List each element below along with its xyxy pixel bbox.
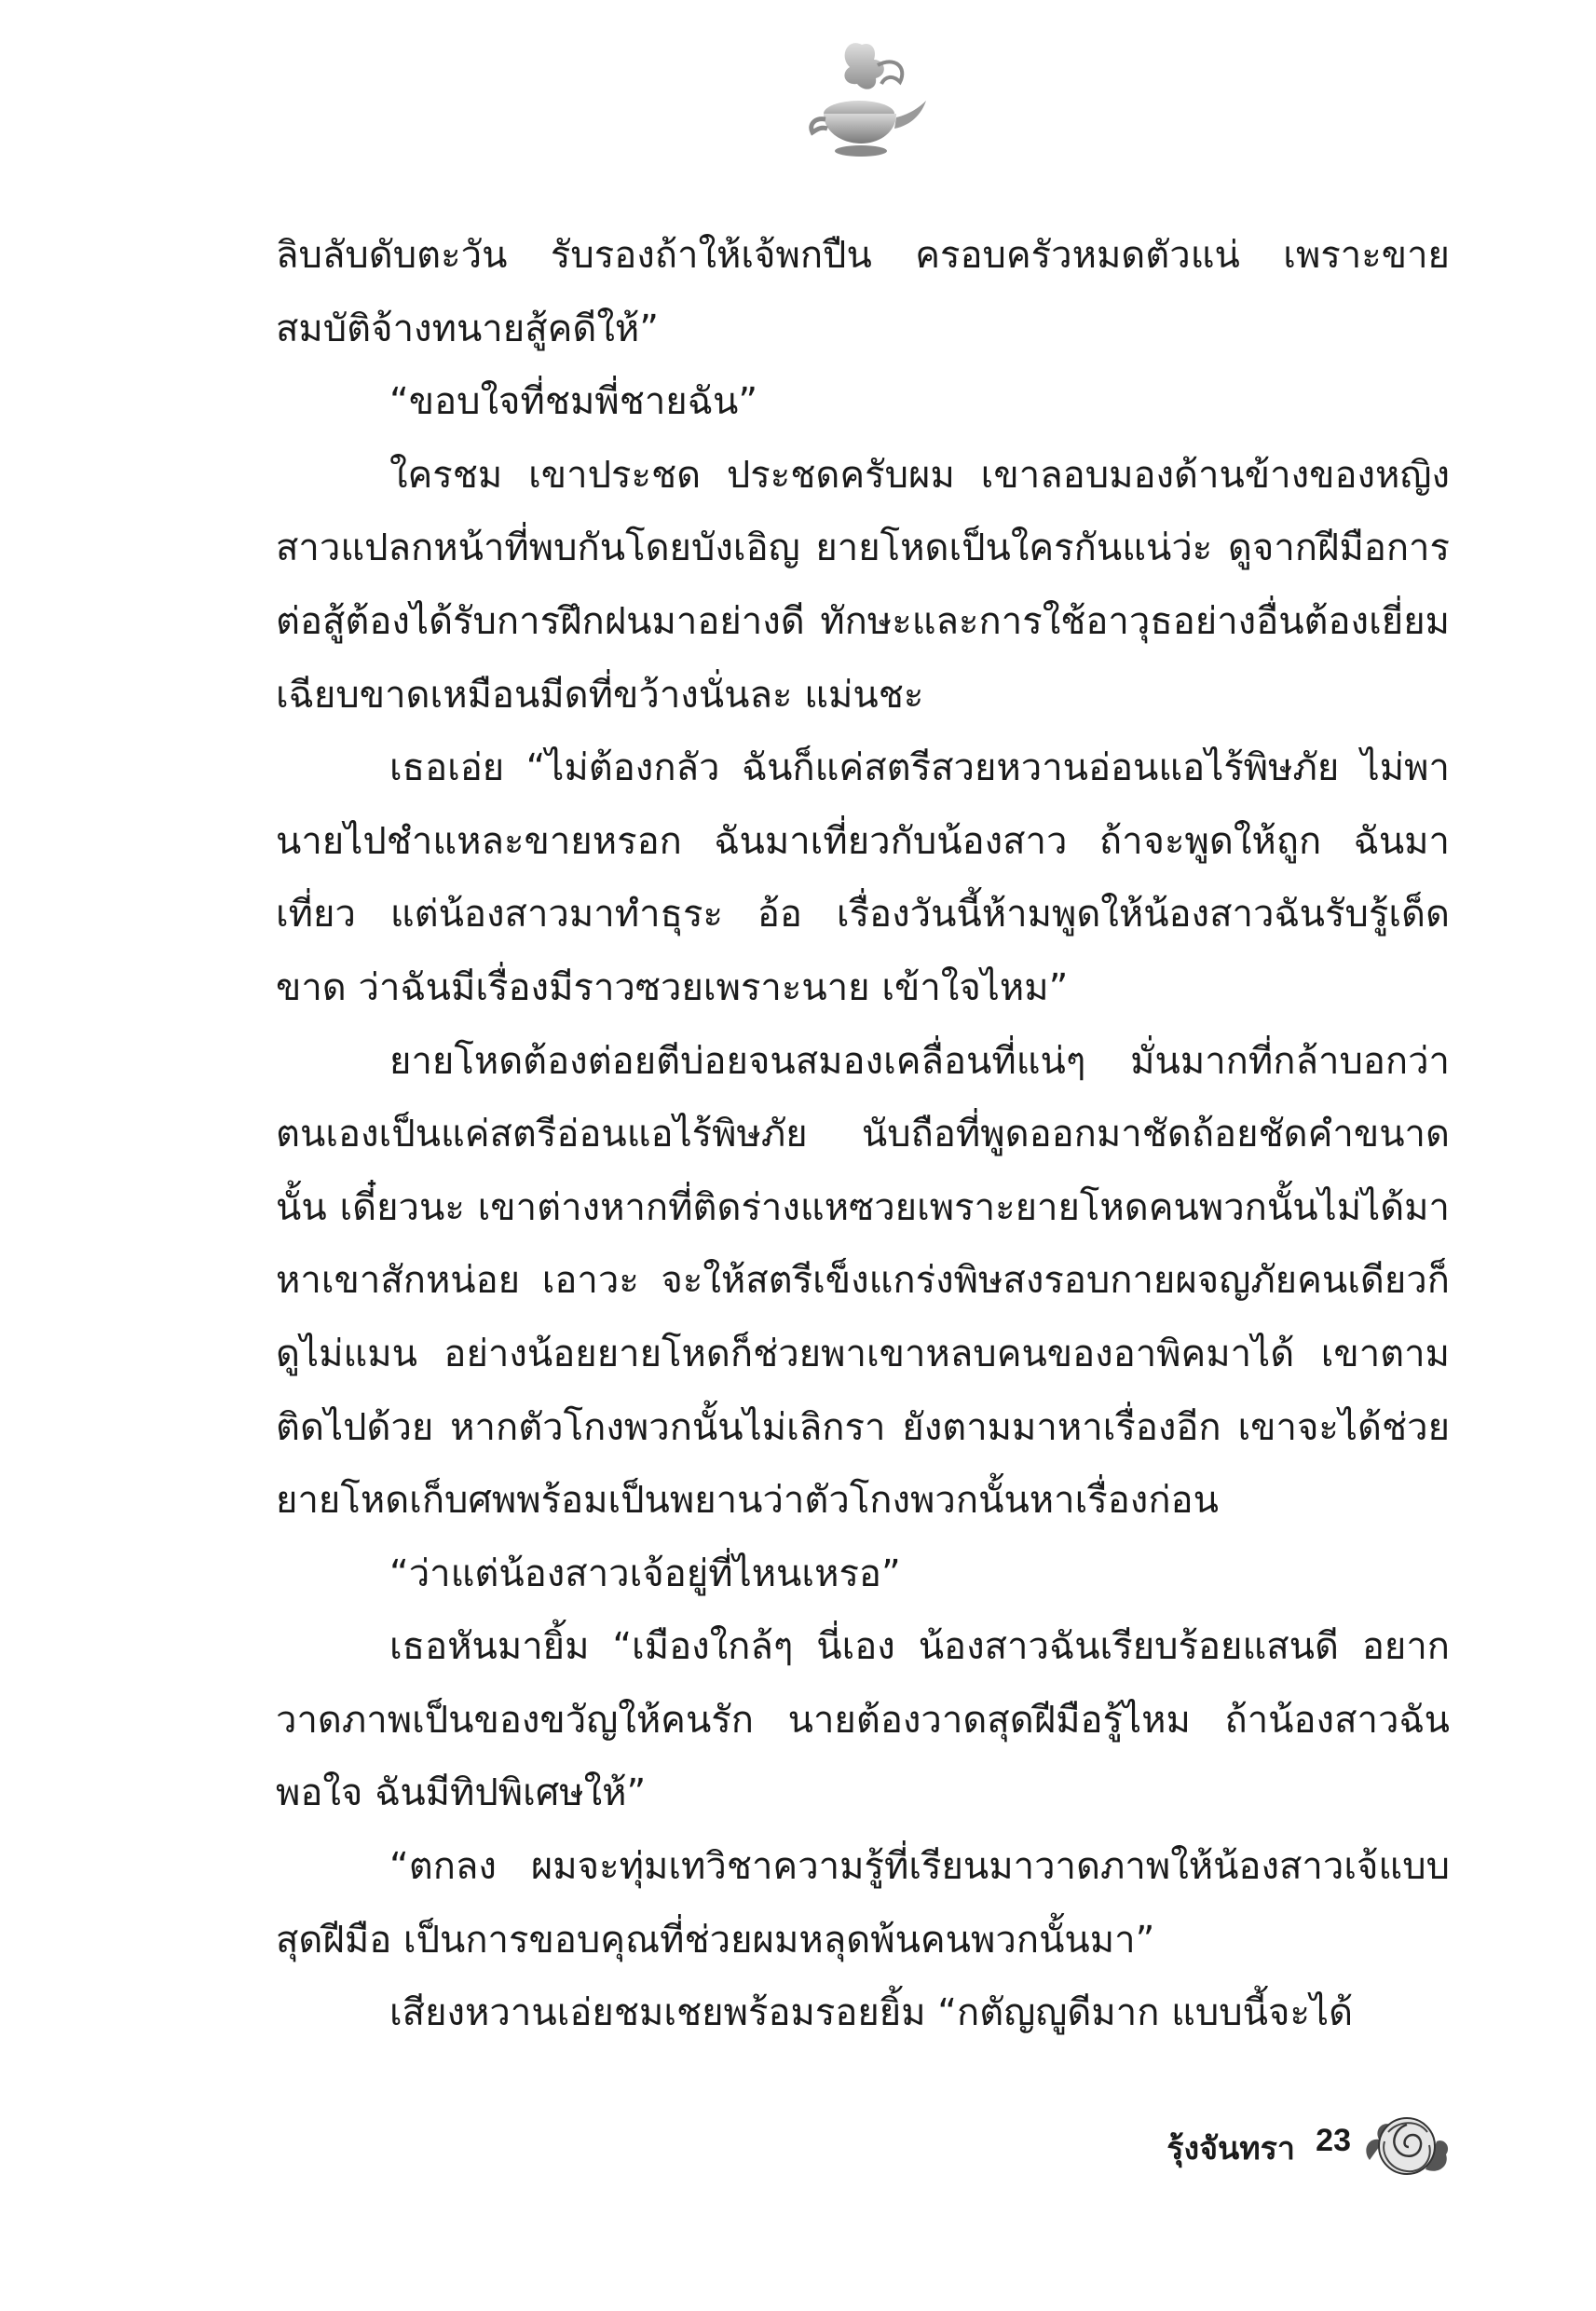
paragraph: “ตกลง ผมจะทุ่มเทวิชาความรู้ที่เรียนมาวาดภาพให้น้องสาวเจ้แบบสุดฝีมือ เป็นการขอบคุณที่ช่วยผมหลุดพ้นคนพวกนั้นมา” <box>276 1845 1450 1962</box>
paragraph: ยายโหดต้องต่อยตีบ่อยจนสมองเคลื่อนที่แน่ๆ มั่นมากที่กล้าบอกว่าตนเองเป็นแค่สตรีอ่อนแอไร้พิษภัย นับถือที่พูดออกมาชัดถ้อยชัดคำขนาดนั้น เดี๋ยวนะ เขาต่างหากที่ติดร่างแหซวยเพราะยายโหดคนพวกนั้นไม่ได้มาหาเขาสักหน่อย เอาวะ จะให้สตรีเข็งแกร่งพิษสงรอบกายผจญภัยคนเดียวก็ดูไม่แมน อย่างน้อยยายโหดก็ช่วยพาเขาหลบคนของอาพิคมาได้ เขาตามติดไปด้วย หากตัวโกงพวกนั้นไม่เลิกรา ยังตามมาหาเรื่องอีก เขาจะได้ช่วยยายโหดเก็บศพพร้อมเป็นพยานว่าตัวโกงพวกนั้นหาเรื่องก่อน <box>276 1039 1450 1523</box>
paragraph: “ขอบใจที่ชมพี่ชายฉัน” <box>389 380 758 424</box>
page-footer <box>1099 2104 1453 2188</box>
author-name: รุ้งจันทรา <box>1166 2130 1295 2167</box>
paragraph: เธอหันมายิ้ม “เมืองใกล้ๆ นี่เอง น้องสาวฉันเรียบร้อยแสนดี อยากวาดภาพเป็นของขวัญให้คนรัก นายต้องวาดสุดฝีมือรู้ไหม ถ้าน้องสาวฉันพอใจ ฉันมีทิปพิเศษให้” <box>276 1625 1450 1815</box>
genie-lamp-icon <box>792 28 932 168</box>
rose-icon <box>1360 2104 1453 2188</box>
body-text <box>276 219 1450 2050</box>
paragraph: ใครชม เขาประชด ประชดครับผม เขาลอบมองด้านข้างของหญิงสาวแปลกหน้าที่พบกันโดยบังเอิญ ยายโหดเป็นใครกันแน่ว่ะ ดูจากฝีมือการต่อสู้ต้องได้รับการฝึกฝนมาอย่างดี ทักษะและการใช้อาวุธอย่างอื่นต้องเยี่ยม เฉียบขาดเหมือนมีดที่ขว้างนั่นละ แม่นชะ <box>276 453 1450 717</box>
paragraph: เสียงหวานเอ่ยชมเชยพร้อมรอยยิ้ม “กตัญญูดีมาก แบบนี้จะได้ <box>389 1991 1354 2035</box>
paragraph: ลิบลับดับตะวัน รับรองถ้าให้เจ้พกปืน ครอบครัวหมดตัวแน่ เพราะขายสมบัติจ้างทนายสู้คดีให้” <box>276 234 1450 350</box>
page-number: 23 <box>1316 2123 1351 2158</box>
paragraph: เธอเอ่ย “ไม่ต้องกลัว ฉันก็แค่สตรีสวยหวานอ่อนแอไร้พิษภัย ไม่พานายไปชำแหละขายหรอก ฉันมาเที่ยวกับน้องสาว ถ้าจะพูดให้ถูก ฉันมาเที่ยว แต่น้องสาวมาทำธุระ อ้อ เรื่องวันนี้ห้ามพูดให้น้องสาวฉันรับรู้เด็ดขาด ว่าฉันมีเรื่องมีราวซวยเพราะนาย เข้าใจไหม” <box>276 746 1450 1009</box>
paragraph: “ว่าแต่น้องสาวเจ้อยู่ที่ไหนเหรอ” <box>389 1552 901 1595</box>
